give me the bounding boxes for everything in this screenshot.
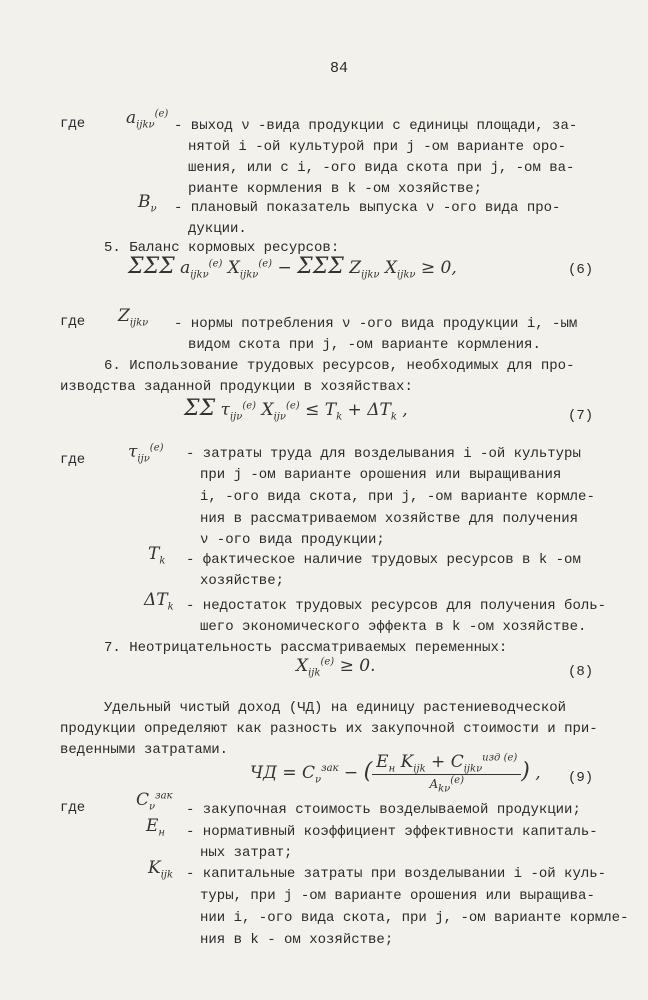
definition-line: - нормативный коэффициент эффективности капиталь- — [186, 824, 598, 840]
equation-6-number: (6) — [568, 262, 594, 278]
section-6-line-1: 6. Использование трудовых ресурсов, необходимых для про- — [104, 358, 575, 374]
definition-line: - выход ν -вида продукции с единицы площади, за- — [174, 118, 578, 134]
definition-line: при j -ом варианте орошения или выращивания — [200, 467, 562, 483]
definition-line: ных затрат; — [200, 845, 293, 861]
definition-line: - недостаток трудовых ресурсов для получения боль- — [186, 598, 607, 614]
definition-line: хозяйстве; — [200, 573, 285, 589]
definition-line: шего экономического эффекта в k -ом хозяйстве. — [200, 619, 587, 635]
where-label: где — [60, 800, 86, 816]
k-symbol: $K_{ijk}$ — [148, 858, 174, 881]
b-symbol: $B_\nu$ — [138, 192, 157, 215]
equation-7-number: (7) — [568, 408, 594, 424]
definition-line: нятой i -ой культурой при j -ом варианте оро- — [188, 139, 567, 155]
definition-line: i, -ого вида скота, при j, -ом варианте кормле- — [200, 489, 595, 505]
definition-line: нии i, -ого вида скота, при j, -ом варианте кормле- — [200, 910, 629, 926]
equation-6: ΣΣΣ $a_{ijk\nu}^{(e)}$ $X_{ijk\nu}^{(e)} - \Sigma\Sigma\Sigma$ $Z_{ijk\nu}$ $X_{ijk\nu} \ge 0$, — [128, 254, 457, 281]
definition-line: туры, при j -ом варианте орошения или выращива- — [200, 888, 595, 904]
equation-9: ЧД = $C_\nu^{зак}$ − ( $\frac{E_н K_{ijk} + C_{ijk\nu}^{изд (e)}}{A_{k\nu}^{(e)}}$ ) , — [250, 752, 541, 795]
definition-line: ния в k - ом хозяйстве; — [200, 932, 394, 948]
equation-8: $X_{ijk}^{(e)} \ge 0$. — [296, 656, 376, 679]
definition-line: - плановый показатель выпуска ν -ого вида про- — [174, 200, 561, 216]
definition-line: видом скота при j, -ом варианте кормления. — [188, 337, 541, 353]
page-number: 84 — [330, 60, 349, 77]
paragraph-line-2: продукции определяют как разность их закупочной стоимости и при- — [60, 721, 598, 737]
equation-8-number: (8) — [568, 664, 594, 680]
definition-line: ν -ого вида продукции; — [200, 532, 385, 548]
a-symbol: $a_{ijk\nu}^{(e)}$ — [126, 108, 169, 131]
where-label: где — [60, 314, 86, 330]
paragraph-line-3: веденными затратами. — [60, 742, 229, 758]
tau-symbol: $\tau_{ij\nu}^{(e)}$ — [128, 442, 164, 465]
section-7-heading: 7. Неотрицательность рассматриваемых переменных: — [104, 640, 508, 656]
definition-line: шения, или с i, -ого вида скота при j, -ом ва- — [188, 160, 575, 176]
paragraph-line-1: Удельный чистый доход (ЧД) на единицу растениеводческой — [104, 700, 567, 716]
section-5-heading: 5. Баланс кормовых ресурсов: — [104, 240, 340, 256]
definition-line: - закупочная стоимость возделываемой продукции; — [186, 802, 581, 818]
section-6-line-2: изводства заданной продукции в хозяйствах: — [60, 379, 413, 395]
definition-line: рианте кормления в k -ом хозяйстве; — [188, 181, 483, 197]
z-symbol: $Z_{ijk\nu}$ — [118, 306, 149, 329]
definition-line: - затраты труда для возделывания i -ой культуры — [186, 446, 581, 462]
delta-t-symbol: $\Delta T_k$ — [144, 590, 174, 613]
definition-line: - фактическое наличие трудовых ресурсов в k -ом — [186, 552, 581, 568]
c-symbol: $C_\nu^{зак}$ — [136, 790, 173, 813]
where-label: где — [60, 452, 86, 468]
definition-line: ния в рассматриваемом хозяйстве для получения — [200, 511, 579, 527]
where-label: где — [60, 116, 86, 132]
equation-7: ΣΣ $\tau_{ij\nu}^{(e)}$ $X_{ij\nu}^{(e)} \le T_k + \Delta T_k$ , — [184, 396, 408, 423]
t-symbol: $T_k$ — [148, 544, 166, 567]
definition-line: дукции. — [188, 221, 247, 237]
equation-9-number: (9) — [568, 770, 594, 786]
en-symbol: $E_н$ — [146, 816, 166, 839]
definition-line: - капитальные затраты при возделывании i -ой куль- — [186, 866, 607, 882]
definition-line: - нормы потребления ν -ого вида продукции i, -ым — [174, 316, 578, 332]
